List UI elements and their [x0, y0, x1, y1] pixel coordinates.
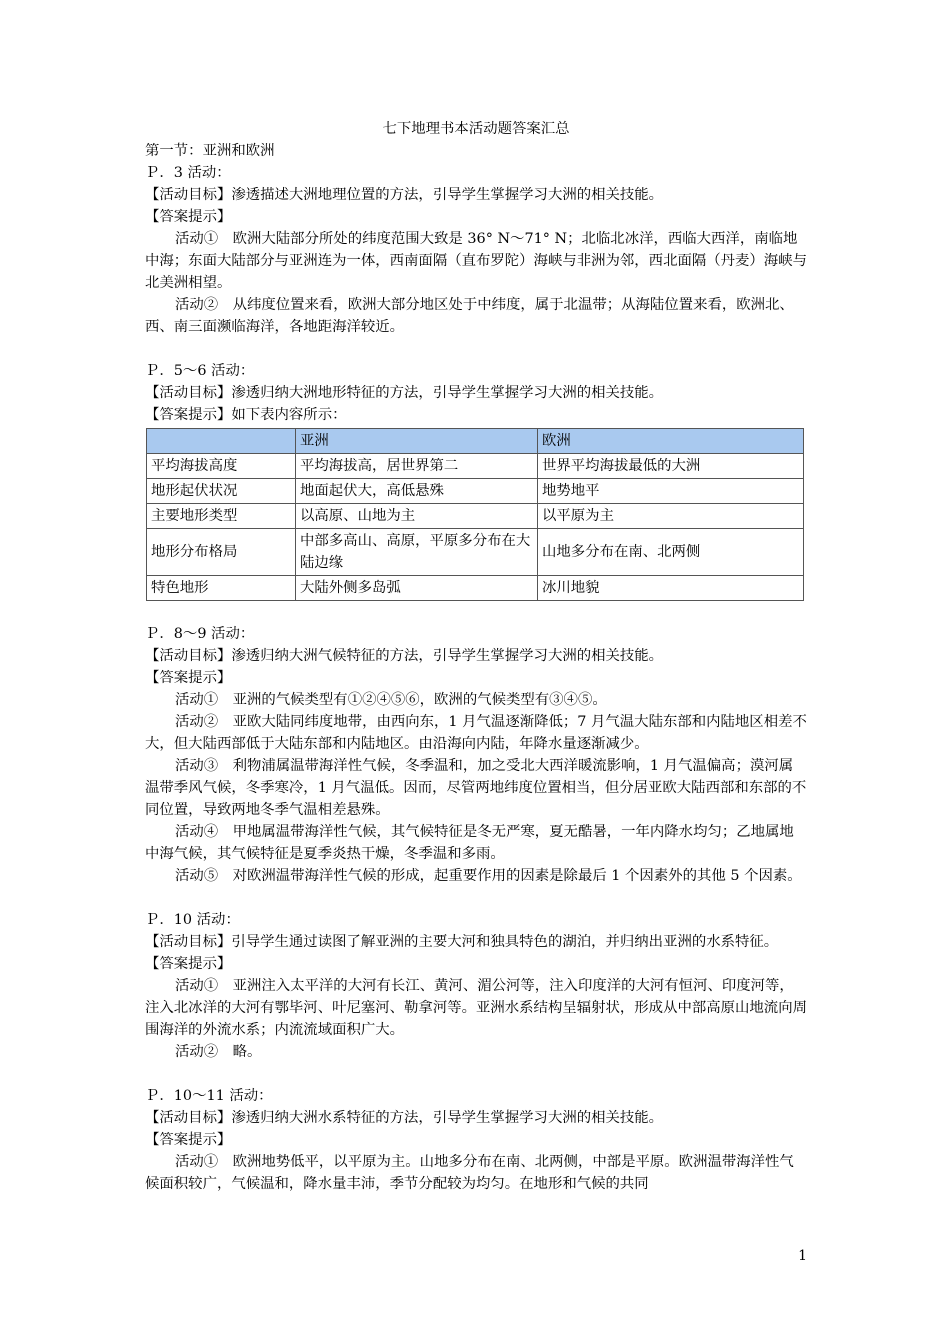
table-cell: 中部多高山、高原，平原多分布在大陆边缘 — [296, 529, 538, 576]
table-row — [147, 504, 804, 529]
table-cell: 地形起伏状况 — [147, 479, 296, 504]
activity-page-heading: Ｐ．10～11 活动： — [145, 1088, 273, 1104]
answer-hint-label: 【答案提示】 — [145, 670, 232, 686]
table-row — [147, 454, 804, 479]
activity-page-heading: Ｐ．8～9 活动： — [145, 626, 255, 642]
table-row — [147, 576, 804, 601]
activity-goal: 【活动目标】引导学生通过读图了解亚洲的主要大河和独具特色的湖泊，并归纳出亚洲的水系特征。 — [145, 934, 779, 950]
table-cell: 平均海拔高，居世界第二 — [296, 454, 538, 479]
answer-hint-label: 【答案提示】 — [145, 1132, 232, 1148]
table-cell: 世界平均海拔最低的大洲 — [538, 454, 804, 479]
table-cell: 以平原为主 — [538, 504, 804, 529]
table-cell: 地形分布格局 — [147, 529, 296, 576]
answer-paragraph: 活动② 略。 — [175, 1044, 262, 1060]
page-number: 1 — [798, 1248, 807, 1264]
table-cell: 主要地形类型 — [147, 504, 296, 529]
activity-page-heading: Ｐ．3 活动： — [145, 165, 231, 181]
table-cell: 以高原、山地为主 — [296, 504, 538, 529]
activity-page-heading: Ｐ．5～6 活动： — [145, 363, 255, 379]
document-title: 七下地理书本活动题答案汇总 — [382, 121, 570, 137]
table-cell: 地面起伏大，高低悬殊 — [296, 479, 538, 504]
answer-paragraph: 活动① 欧洲地势低平，以平原为主。山地多分布在南、北两侧，中部是平原。欧洲温带海洋性气候面积较广，气候温和，降水量丰沛，季节分配较为均匀。在地形和气候的共同 — [145, 1154, 794, 1192]
activity-page-heading: Ｐ．10 活动： — [145, 912, 240, 928]
answer-paragraph: 活动① 亚洲注入太平洋的大河有长江、黄河、湄公河等，注入印度洋的大河有恒河、印度河等，注入北冰洋的大河有鄂毕河、叶尼塞河、勒拿河等。亚洲水系结构呈辐射状，形成从中部高原山地流向周围海洋的外流水系；内流流域面积广大。 — [145, 978, 807, 1038]
answer-paragraph: 活动③ 利物浦属温带海洋性气候，冬季温和，加之受北大西洋暖流影响，1 月气温偏高；漠河属温带季风气候，冬季寒冷，1 月气温低。因而，尽管两地纬度位置相当，但分居亚欧大陆西部和东部的不同位置，导致两地冬季气温相差悬殊。 — [145, 758, 807, 818]
answer-paragraph: 活动① 亚洲的气候类型有①②④⑤⑥，欧洲的气候类型有③④⑤。 — [175, 692, 607, 708]
section-title: 第一节：亚洲和欧洲 — [145, 143, 275, 159]
answer-paragraph: 活动⑤ 对欧洲温带海洋性气候的形成，起重要作用的因素是除最后 1 个因素外的其他 5 个因素。 — [175, 868, 802, 884]
table-cell: 冰川地貌 — [538, 576, 804, 601]
answer-paragraph: 活动① 欧洲大陆部分所处的纬度范围大致是 36° N～71° N；北临北冰洋，西临大西洋，南临地中海；东面大陆部分与亚洲连为一体，西南面隔（直布罗陀）海峡与非洲为邻，西北面隔（丹麦）海峡与北美洲相望。 — [145, 231, 807, 291]
answer-hint-label: 【答案提示】 — [145, 956, 232, 972]
table-row — [147, 529, 804, 576]
table-cell: 平均海拔高度 — [147, 454, 296, 479]
document-body — [145, 118, 807, 1195]
table-row — [147, 479, 804, 504]
activity-goal: 【活动目标】渗透归纳大洲地形特征的方法，引导学生掌握学习大洲的相关技能。 — [145, 385, 664, 401]
answer-paragraph: 活动② 从纬度位置来看，欧洲大部分地区处于中纬度，属于北温带；从海陆位置来看，欧洲北、西、南三面濒临海洋，各地距海洋较近。 — [145, 297, 794, 335]
activity-goal: 【活动目标】渗透归纳大洲气候特征的方法，引导学生掌握学习大洲的相关技能。 — [145, 648, 664, 664]
answer-hint-label: 【答案提示】如下表内容所示： — [145, 407, 347, 423]
activity-goal: 【活动目标】渗透描述大洲地理位置的方法，引导学生掌握学习大洲的相关技能。 — [145, 187, 664, 203]
answer-paragraph: 活动④ 甲地属温带海洋性气候，其气候特征是冬无严寒，夏无酷暑，一年内降水均匀；乙地属地中海气候，其气候特征是夏季炎热干燥，冬季温和多雨。 — [145, 824, 794, 862]
answer-hint-label: 【答案提示】 — [145, 209, 232, 225]
table-header-cell: 欧洲 — [538, 429, 804, 454]
table-cell: 特色地形 — [147, 576, 296, 601]
activity-goal: 【活动目标】渗透归纳大洲水系特征的方法，引导学生掌握学习大洲的相关技能。 — [145, 1110, 664, 1126]
table-cell: 山地多分布在南、北两侧 — [538, 529, 804, 576]
table-header-cell: 亚洲 — [296, 429, 538, 454]
table-header-row — [147, 429, 804, 454]
answer-paragraph: 活动② 亚欧大陆同纬度地带，由西向东，1 月气温逐渐降低；7 月气温大陆东部和内陆地区相差不大，但大陆西部低于大陆东部和内陆地区。由沿海向内陆，年降水量逐渐减少。 — [145, 714, 807, 752]
table-cell: 大陆外侧多岛弧 — [296, 576, 538, 601]
table-header-cell — [147, 429, 296, 454]
terrain-comparison-table — [146, 428, 804, 601]
table-cell: 地势地平 — [538, 479, 804, 504]
